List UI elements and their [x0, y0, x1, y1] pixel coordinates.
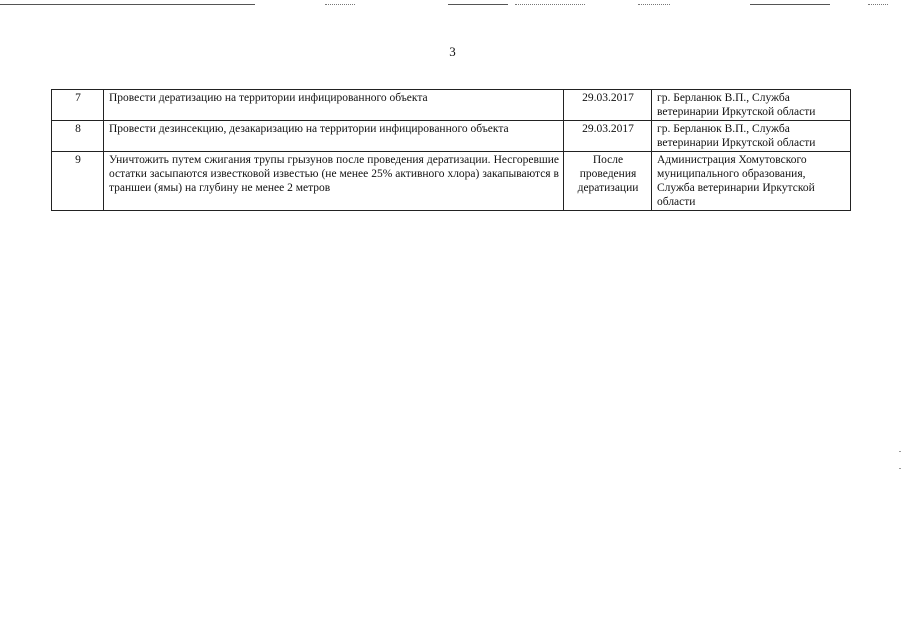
table-row: [52, 121, 851, 152]
task-cell: Провести дезинсекцию, дезакаризацию на территории инфицированного объекта: [104, 121, 564, 152]
row-number: 7: [52, 90, 104, 121]
deadline-cell: После проведения дератизации: [564, 152, 652, 211]
responsible-cell: гр. Берланюк В.П., Служба ветеринарии Иркутской области: [652, 121, 851, 152]
responsible-cell: гр. Берланюк В.П., Служба ветеринарии Иркутской области: [652, 90, 851, 121]
deadline-cell: 29.03.2017: [564, 121, 652, 152]
row-number: 8: [52, 121, 104, 152]
deadline-cell: 29.03.2017: [564, 90, 652, 121]
table-row: [52, 90, 851, 121]
scan-artifact-line: [515, 4, 585, 5]
scan-artifact-line: [868, 4, 888, 5]
task-cell: Уничтожить путем сжигания трупы грызунов после проведения дератизации. Несгоревшие остатки засыпаются известковой известью (не менее 25% активного хлора) закапываются в траншеи (ямы) на глубину не менее 2 метров: [104, 152, 564, 211]
scan-artifact-line: [448, 4, 508, 5]
responsible-cell: Администрация Хомутовского муниципального образования, Служба ветеринарии Иркутской области: [652, 152, 851, 211]
scan-artifact-line: [325, 4, 355, 5]
task-cell: Провести дератизацию на территории инфицированного объекта: [104, 90, 564, 121]
row-number: 9: [52, 152, 104, 211]
scan-edge-mark: [899, 468, 901, 469]
scan-artifact-line: [638, 4, 670, 5]
page-number: 3: [449, 44, 456, 59]
scan-edge-mark: [899, 451, 901, 452]
measures-table: [51, 89, 851, 211]
scan-artifact-line: [0, 4, 255, 5]
table-row: [52, 152, 851, 211]
scan-artifact-line: [750, 4, 830, 5]
